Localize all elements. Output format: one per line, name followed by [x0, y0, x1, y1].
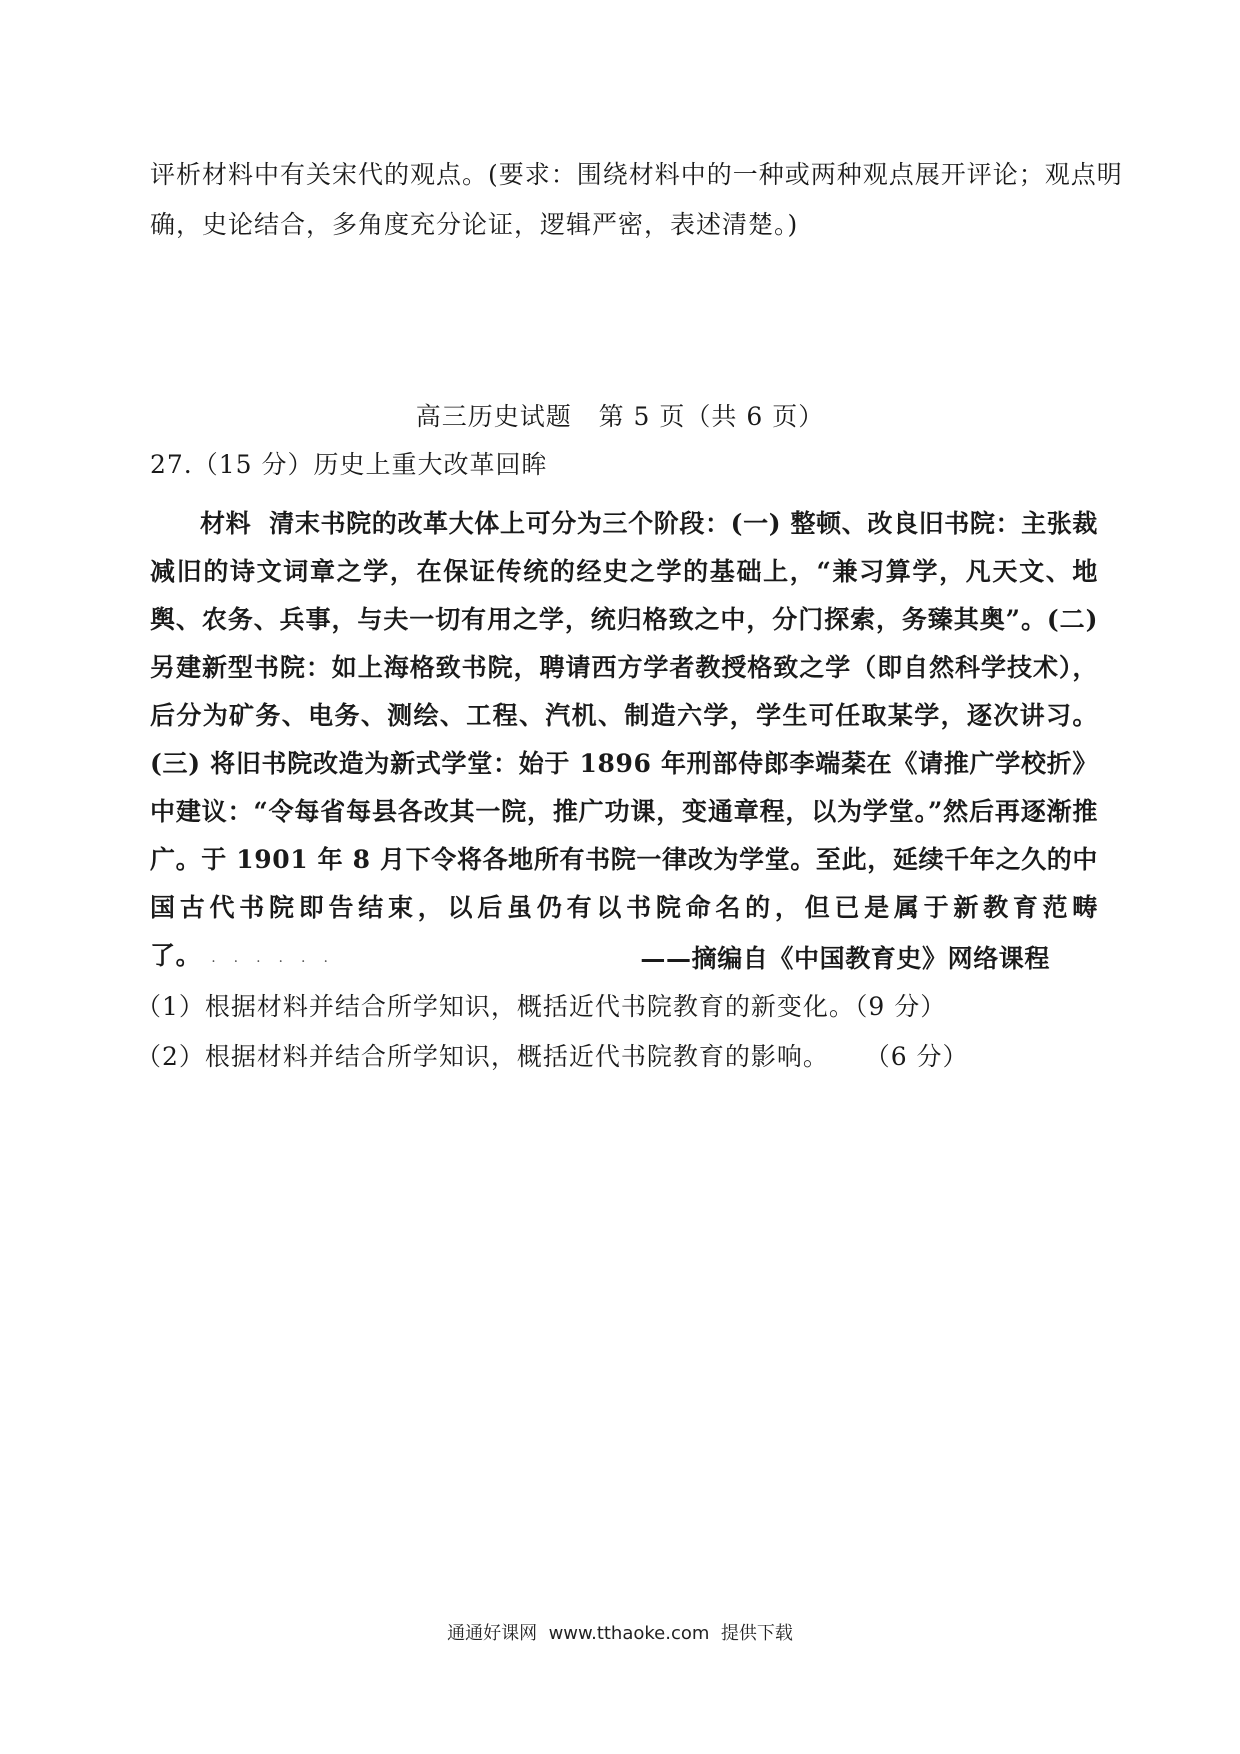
emphasis-dots: ......	[211, 949, 346, 966]
question-title: 27.（15 分）历史上重大改革回眸	[150, 450, 548, 479]
material-source: ——摘编自《中国教育史》网络课程	[640, 944, 1050, 973]
material-text: 清末书院的改革大体上可分为三个阶段：(一) 整顿、改良旧书院：主张裁减旧的诗文词章之学，在保证传统的经史之学的基础上，“兼习算学，凡天文、地舆、农务、兵事，与夫一切有用之学，统归格致之中，分门探索，务臻其奥”。(二) 另建新型书院：如上海格致书院，聘请西方学者教授格致之学（即自然科学技术），后分为矿务、电务、测绘、工程、汽机、制造六学，学生可任取某学，逐次讲习。(三) 将旧书院改造为新式学堂：始于 1896 年刑部侍郎李端棻在《请推广学校折》中建议：“令每省每县各改其一院，推广功课，变通章程，以为学堂。”然后再逐渐推广。于 1901 年 8 月下令将各地所有书院一律改为学堂。至此，延续千年之久的中国古代书院即告结束，以后虽仍有以书院命名的，但已是属于新教育范畴了。	[150, 509, 1098, 970]
previous-question-line-1: 评析材料中有关宋代的观点。(要求：围绕材料中的一种或两种观点展开评论；观点明	[150, 160, 1123, 189]
page-header: 高三历史试题 第 5 页（共 6 页）	[415, 402, 825, 431]
previous-question-line-2: 确，史论结合，多角度充分论证，逻辑严密，表述清楚。)	[150, 210, 799, 239]
footer-watermark: 通通好课网 www.tthaoke.com 提供下载	[447, 1623, 793, 1644]
material-paragraph	[150, 500, 1098, 982]
sub-question-2: （2）根据材料并结合所学知识，概括近代书院教育的影响。 （6 分）	[136, 1042, 969, 1071]
sub-question-1: （1）根据材料并结合所学知识，概括近代书院教育的新变化。（9 分）	[136, 992, 947, 1021]
material-label: 材料	[200, 509, 252, 538]
